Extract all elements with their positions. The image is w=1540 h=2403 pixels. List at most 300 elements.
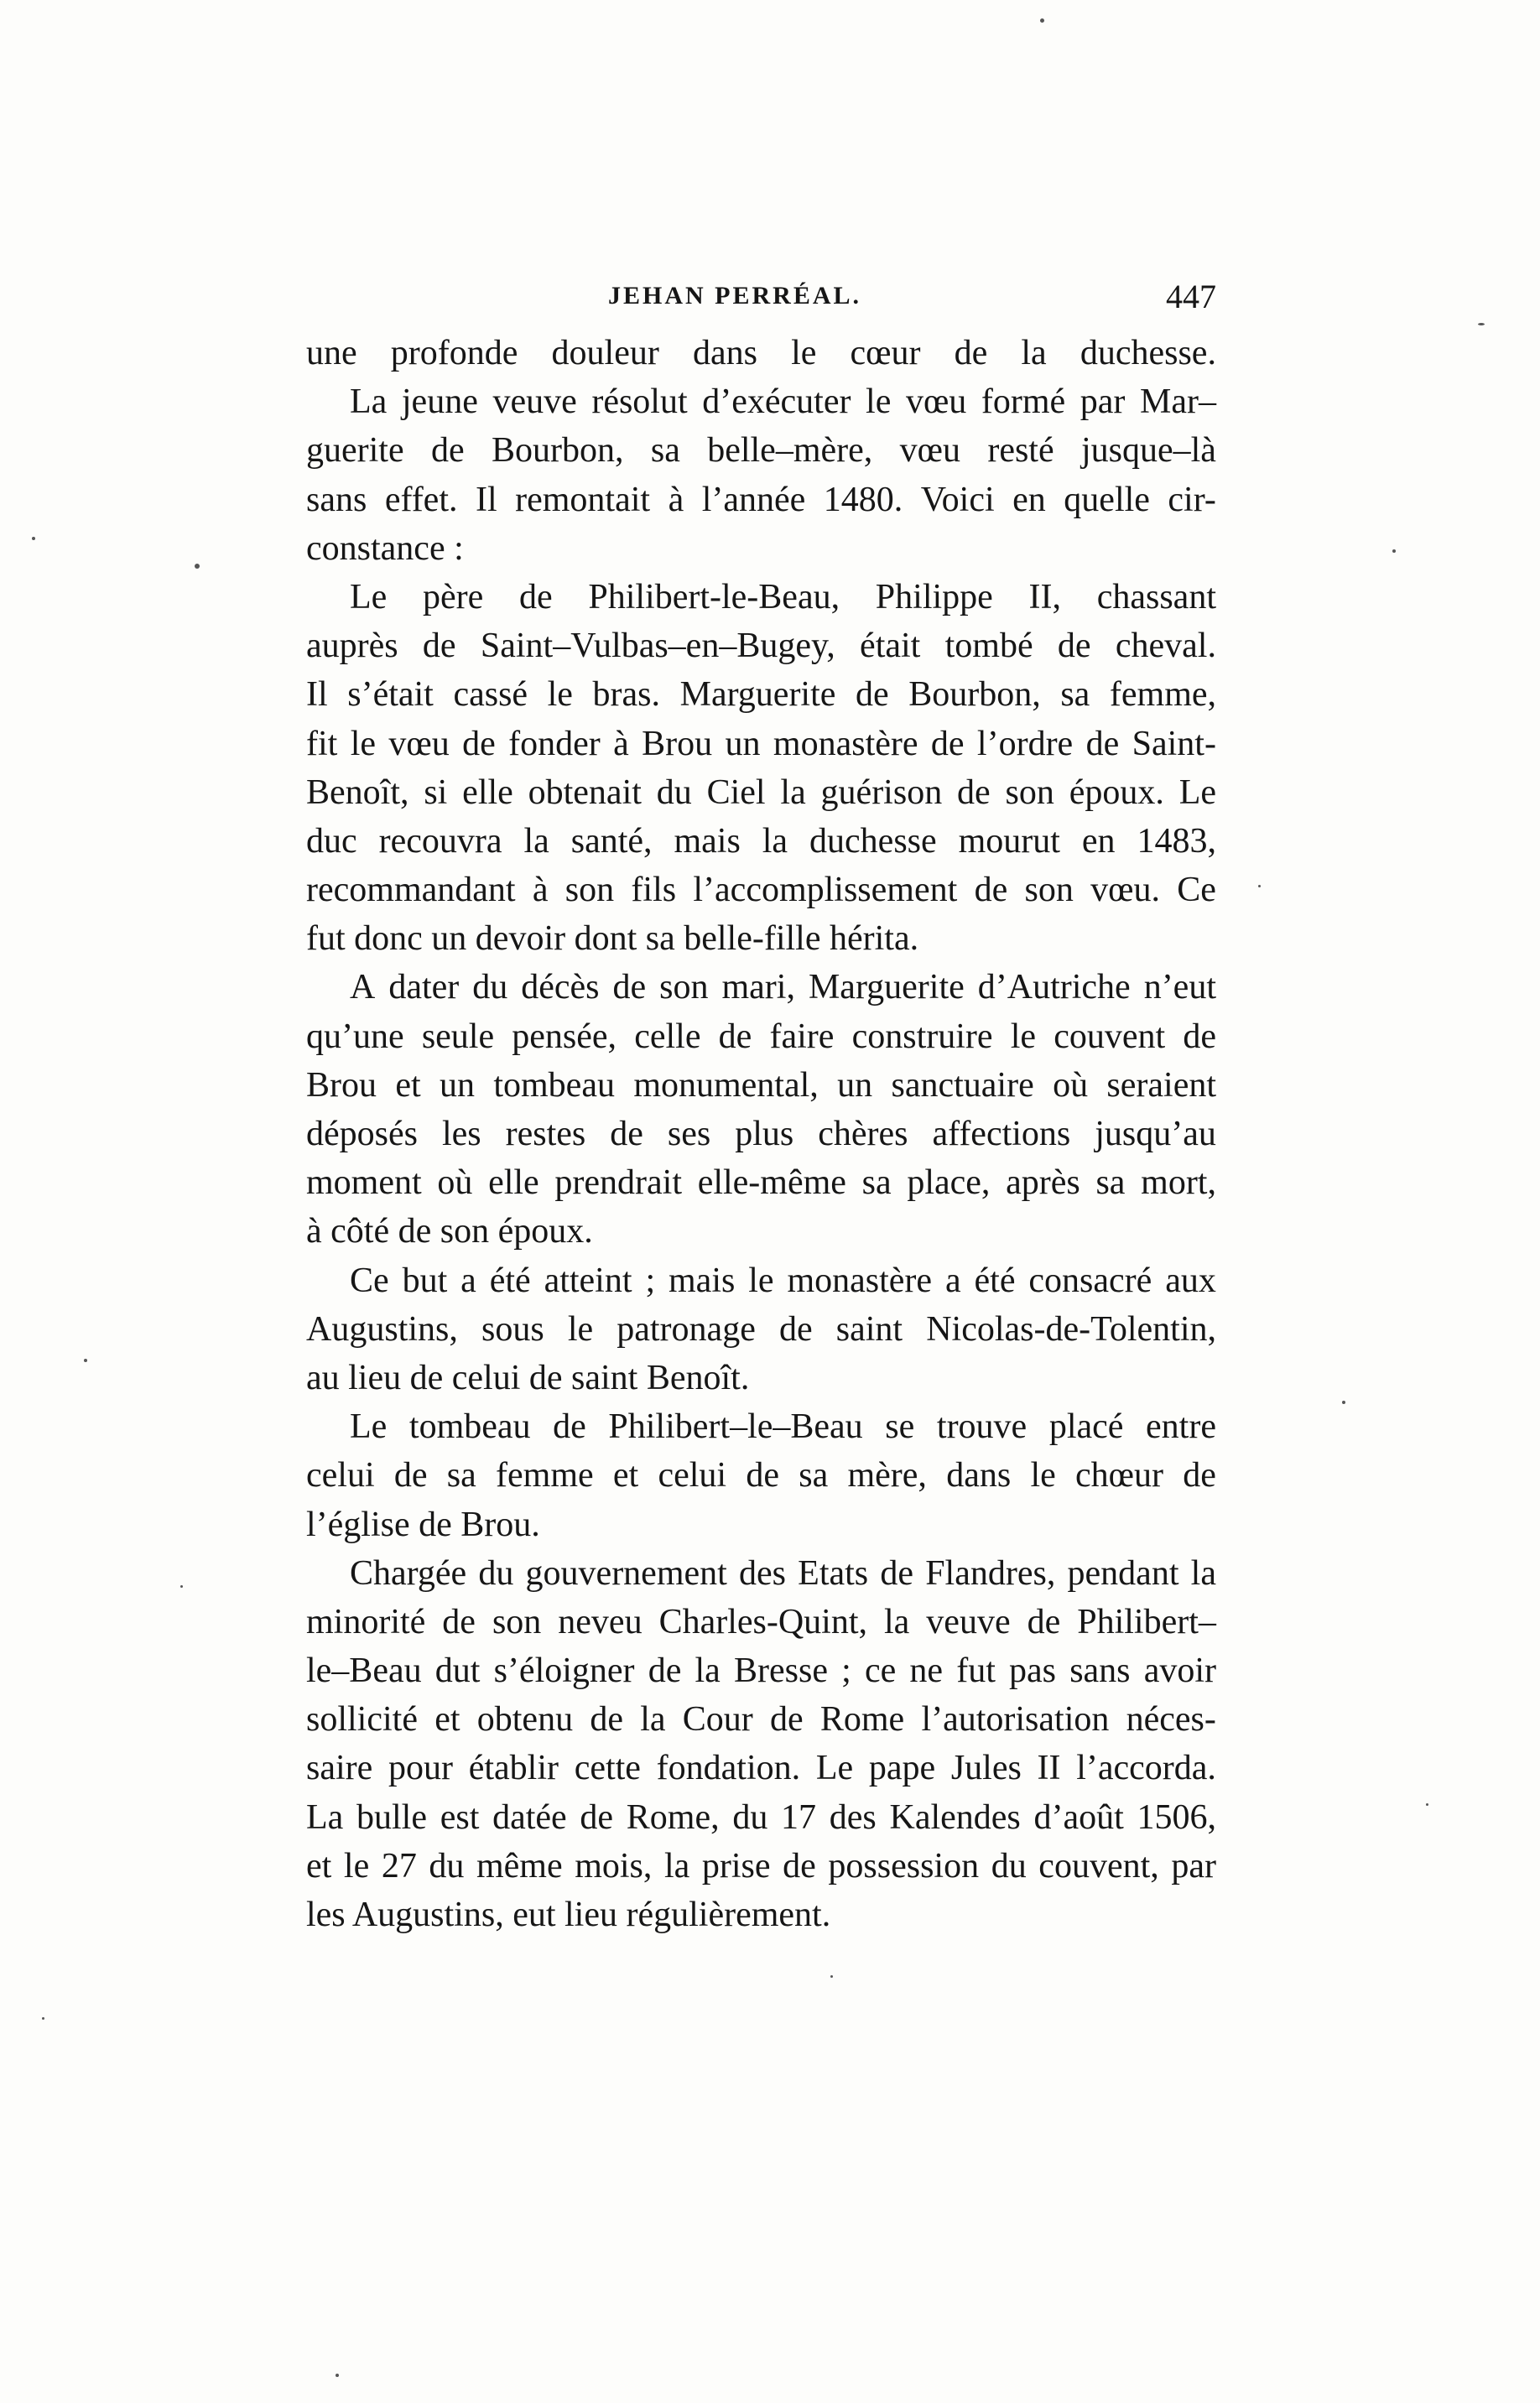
text-line bbox=[306, 1842, 1216, 1891]
word: est bbox=[440, 1797, 480, 1837]
word: femme bbox=[496, 1456, 594, 1495]
word: de bbox=[1085, 724, 1120, 763]
word: déposés bbox=[306, 1115, 418, 1153]
word: Rome bbox=[819, 1700, 905, 1740]
word: de bbox=[1183, 1456, 1216, 1495]
text-line: fut donc un devoir dont sa belle-fille hérita. bbox=[306, 919, 919, 959]
word: entre bbox=[1146, 1407, 1216, 1447]
word: le bbox=[567, 1309, 594, 1349]
word: place, bbox=[907, 1163, 991, 1203]
word: la bbox=[762, 821, 788, 861]
text-line bbox=[306, 377, 1216, 426]
word: de bbox=[462, 724, 496, 763]
text-line bbox=[306, 1402, 1216, 1451]
word: de bbox=[718, 1017, 752, 1056]
word: l’accomplissement bbox=[693, 871, 958, 910]
word: néces- bbox=[1126, 1700, 1216, 1740]
word: neveu bbox=[558, 1602, 643, 1641]
word: de bbox=[880, 1553, 913, 1593]
text-line bbox=[306, 1305, 1216, 1354]
word: Ciel bbox=[706, 772, 766, 812]
word: Charles-Quint, bbox=[658, 1602, 868, 1641]
word: pour bbox=[388, 1749, 453, 1788]
scan-speck bbox=[1426, 1803, 1428, 1806]
word: obtenait bbox=[528, 772, 642, 812]
scan-speck bbox=[1478, 323, 1485, 325]
word: Le bbox=[350, 577, 388, 616]
word: la bbox=[1190, 1553, 1216, 1593]
word: et bbox=[612, 1456, 639, 1495]
scan-speck bbox=[84, 1359, 87, 1362]
word: à bbox=[532, 871, 549, 910]
word: la bbox=[884, 1602, 910, 1641]
word: de bbox=[590, 1700, 623, 1740]
word: vœu. bbox=[1090, 871, 1160, 910]
word: la bbox=[1021, 334, 1047, 372]
text-line bbox=[306, 1695, 1216, 1744]
text-line bbox=[306, 1256, 1216, 1305]
word: Bresse bbox=[733, 1651, 828, 1691]
word: recouvra bbox=[378, 821, 502, 861]
word: le–Beau bbox=[306, 1651, 422, 1691]
word: en bbox=[1081, 821, 1116, 861]
text-line bbox=[306, 1158, 1216, 1207]
word: vœu bbox=[905, 382, 967, 422]
word: 1506, bbox=[1137, 1797, 1216, 1837]
word: Chargée bbox=[350, 1553, 467, 1593]
word: restes bbox=[505, 1115, 586, 1153]
word: de bbox=[957, 772, 991, 812]
word: couvent, bbox=[1038, 1846, 1159, 1885]
word: ; bbox=[645, 1261, 656, 1300]
word: guérison bbox=[820, 772, 943, 812]
word: mort, bbox=[1141, 1163, 1216, 1203]
word: Philibert-le-Beau, bbox=[588, 577, 840, 616]
word: Nicolas-de-Tolentin, bbox=[926, 1309, 1216, 1349]
word: La bbox=[306, 1797, 344, 1837]
word: dater bbox=[388, 968, 460, 1007]
word: les bbox=[441, 1115, 481, 1153]
word: le bbox=[1030, 1456, 1056, 1495]
word: l’année bbox=[701, 480, 806, 519]
word: but bbox=[402, 1261, 448, 1300]
word: Augustins, bbox=[306, 1309, 458, 1349]
word: cette bbox=[574, 1749, 641, 1788]
word: Il bbox=[475, 480, 497, 519]
word: le bbox=[350, 724, 377, 763]
word: Jules bbox=[950, 1749, 1022, 1788]
word: mais bbox=[674, 821, 741, 861]
word: décès bbox=[521, 968, 600, 1007]
word: celui bbox=[658, 1456, 727, 1495]
word: Le bbox=[350, 1407, 388, 1447]
word: le bbox=[866, 382, 892, 422]
word: le bbox=[547, 675, 573, 715]
word: formé bbox=[981, 382, 1066, 422]
word: construire bbox=[851, 1017, 993, 1056]
word: santé, bbox=[570, 821, 653, 861]
word: Flandres, bbox=[925, 1553, 1056, 1593]
text-line bbox=[306, 1549, 1216, 1598]
scan-speck bbox=[1040, 18, 1044, 23]
text-line bbox=[306, 1646, 1216, 1695]
word: par bbox=[1080, 382, 1126, 422]
word: aux bbox=[1165, 1261, 1216, 1300]
word: auprès bbox=[306, 627, 398, 666]
word: consacré bbox=[1028, 1261, 1152, 1300]
word: ; bbox=[841, 1651, 851, 1691]
word: 17 bbox=[781, 1797, 817, 1837]
word: fonder bbox=[508, 724, 601, 763]
word: à bbox=[668, 480, 684, 519]
text-line: à côté de son époux. bbox=[306, 1212, 593, 1251]
word: un bbox=[725, 724, 761, 763]
word: a bbox=[460, 1261, 476, 1300]
word: sa bbox=[1060, 675, 1090, 715]
word: patronage bbox=[617, 1309, 756, 1349]
word: Brou bbox=[306, 1065, 377, 1105]
word: du bbox=[478, 1553, 514, 1593]
word: seraient bbox=[1106, 1065, 1216, 1105]
word: sa bbox=[650, 431, 680, 471]
word: elle bbox=[488, 1163, 539, 1203]
word: sa bbox=[1095, 1163, 1126, 1203]
word: Philibert–le–Beau bbox=[608, 1407, 863, 1447]
word: même bbox=[476, 1846, 563, 1885]
word: couvent bbox=[1054, 1017, 1166, 1056]
word: fondation. bbox=[656, 1749, 801, 1788]
word: de bbox=[610, 1115, 643, 1153]
text-line bbox=[306, 1744, 1216, 1792]
word: cassé bbox=[453, 675, 528, 715]
word: son bbox=[1024, 871, 1074, 910]
word: bulle bbox=[356, 1797, 427, 1837]
word: du bbox=[732, 1797, 768, 1837]
word: père bbox=[423, 577, 484, 616]
word: 27 bbox=[381, 1846, 417, 1885]
text-line bbox=[306, 963, 1216, 1012]
word: Voici bbox=[920, 480, 995, 519]
word: son bbox=[659, 968, 709, 1007]
word: cœur bbox=[850, 334, 921, 372]
word: pas bbox=[1009, 1651, 1057, 1691]
word: obtenu bbox=[476, 1700, 574, 1740]
text-line: l’église de Brou. bbox=[306, 1505, 540, 1544]
word: son bbox=[564, 871, 615, 910]
word: de bbox=[746, 1456, 779, 1495]
word: résolut bbox=[591, 382, 688, 422]
word: de bbox=[856, 675, 889, 715]
word: de bbox=[553, 1407, 586, 1447]
body-text bbox=[306, 329, 1216, 1939]
word: de bbox=[769, 1700, 804, 1740]
word: Philippe bbox=[875, 577, 993, 616]
word: chassant bbox=[1096, 577, 1216, 616]
word: possession bbox=[828, 1846, 980, 1885]
scan-speck bbox=[1392, 549, 1396, 553]
scan-speck bbox=[336, 2374, 339, 2377]
text-line bbox=[306, 1598, 1216, 1646]
text-line: au lieu de celui de saint Benoît. bbox=[306, 1358, 750, 1397]
word: guerite bbox=[306, 431, 404, 471]
word: resté bbox=[987, 431, 1054, 471]
word: Bourbon, bbox=[491, 431, 624, 471]
scan-speck bbox=[180, 1585, 183, 1588]
word: vœu bbox=[388, 724, 450, 763]
word: de bbox=[442, 1602, 476, 1641]
word: et bbox=[306, 1846, 332, 1885]
word: Cour bbox=[682, 1700, 753, 1740]
word: la bbox=[523, 821, 549, 861]
text-line: constance : bbox=[306, 528, 464, 568]
word: le bbox=[748, 1261, 774, 1300]
word: établir bbox=[468, 1749, 559, 1788]
word: Brou bbox=[642, 724, 713, 763]
word: duchesse bbox=[809, 821, 937, 861]
word: été bbox=[489, 1261, 531, 1300]
text-line bbox=[306, 1793, 1216, 1842]
word: Philibert– bbox=[1077, 1602, 1216, 1641]
word: effet. bbox=[384, 480, 458, 519]
word: où bbox=[1053, 1065, 1089, 1105]
word: s’était bbox=[347, 675, 434, 715]
word: placé bbox=[1048, 1407, 1124, 1447]
text-line bbox=[306, 1451, 1216, 1500]
word: elle-même bbox=[697, 1163, 846, 1203]
word: tombeau bbox=[408, 1407, 531, 1447]
word: monumental, bbox=[633, 1065, 819, 1105]
word: sous bbox=[481, 1309, 544, 1349]
text-line bbox=[306, 1110, 1216, 1158]
word: plus bbox=[735, 1115, 794, 1153]
word: de bbox=[430, 431, 465, 471]
word: tombé bbox=[944, 627, 1033, 666]
word: du bbox=[429, 1846, 465, 1885]
word: monastère bbox=[773, 724, 918, 763]
word: veuve bbox=[492, 382, 577, 422]
word: se bbox=[885, 1407, 915, 1447]
word: Bourbon, bbox=[908, 675, 1041, 715]
word: des bbox=[829, 1797, 877, 1837]
word: de bbox=[422, 627, 456, 666]
word: le bbox=[1010, 1017, 1037, 1056]
word: fit bbox=[306, 724, 338, 763]
word: de bbox=[930, 724, 965, 763]
word: n’eut bbox=[1143, 968, 1216, 1007]
word: s’éloigner bbox=[493, 1651, 635, 1691]
word: veuve bbox=[926, 1602, 1011, 1641]
text-line bbox=[306, 573, 1216, 622]
word: était bbox=[860, 627, 921, 666]
word: ce bbox=[864, 1651, 897, 1691]
word: fils bbox=[631, 871, 677, 910]
word: l’ordre bbox=[976, 724, 1074, 763]
word: tombeau bbox=[493, 1065, 615, 1105]
word: sanctuaire bbox=[891, 1065, 1034, 1105]
word: où bbox=[437, 1163, 473, 1203]
word: une bbox=[306, 334, 357, 372]
text-line bbox=[306, 1061, 1216, 1110]
text-line bbox=[306, 720, 1216, 768]
word: Ce bbox=[1177, 871, 1216, 910]
word: mère, bbox=[847, 1456, 927, 1495]
word: sollicité bbox=[306, 1700, 418, 1740]
word: mais bbox=[669, 1261, 736, 1300]
word: Le bbox=[1178, 772, 1216, 812]
text-line bbox=[306, 817, 1216, 866]
word: l’autorisation bbox=[921, 1700, 1110, 1740]
word: Rome, bbox=[626, 1797, 720, 1837]
word: cir- bbox=[1168, 480, 1216, 519]
word: chœur bbox=[1075, 1456, 1163, 1495]
word: de bbox=[580, 1797, 614, 1837]
word: atteint bbox=[544, 1261, 632, 1300]
word: duchesse. bbox=[1080, 334, 1216, 372]
word: celle bbox=[634, 1017, 701, 1056]
word: Mar– bbox=[1140, 382, 1216, 422]
word: a bbox=[944, 1261, 961, 1300]
word: recommandant bbox=[306, 871, 516, 910]
word: des bbox=[738, 1553, 786, 1593]
word: pensée, bbox=[512, 1017, 617, 1056]
word: de bbox=[1027, 1602, 1061, 1641]
word: le bbox=[343, 1846, 370, 1885]
word: quelle bbox=[1064, 480, 1150, 519]
word: sans bbox=[306, 480, 367, 519]
word: d’exécuter bbox=[702, 382, 851, 422]
word: jusqu’au bbox=[1095, 1115, 1216, 1153]
text-line bbox=[306, 476, 1216, 524]
word: été bbox=[974, 1261, 1016, 1300]
word: sa bbox=[446, 1456, 476, 1495]
word: moment bbox=[306, 1163, 422, 1203]
word: profonde bbox=[390, 334, 518, 372]
text-line bbox=[306, 670, 1216, 719]
word: sans bbox=[1069, 1651, 1131, 1691]
word: de bbox=[954, 334, 988, 372]
word: la bbox=[664, 1846, 690, 1885]
word: dans bbox=[692, 334, 757, 372]
word: son bbox=[1005, 772, 1054, 812]
word: de bbox=[648, 1651, 682, 1691]
text-line: les Augustins, eut lieu régulièrement. bbox=[306, 1896, 831, 1934]
word: remontait bbox=[515, 480, 651, 519]
text-line bbox=[306, 329, 1216, 377]
word: II bbox=[1037, 1749, 1061, 1788]
word: et bbox=[434, 1700, 460, 1740]
word: Le bbox=[815, 1749, 854, 1788]
word: faire bbox=[769, 1017, 835, 1056]
word: l’accorda. bbox=[1076, 1749, 1216, 1788]
word: de bbox=[974, 871, 1008, 910]
word: Marguerite bbox=[808, 968, 965, 1007]
running-title: JEHAN PERRÉAL. bbox=[608, 282, 862, 309]
word: dans bbox=[946, 1456, 1012, 1495]
scan-speck bbox=[1258, 885, 1261, 887]
word: avoir bbox=[1143, 1651, 1216, 1691]
scan-speck bbox=[195, 564, 200, 569]
word: la bbox=[640, 1700, 666, 1740]
word: datée bbox=[492, 1797, 567, 1837]
word: de bbox=[612, 968, 647, 1007]
word: seule bbox=[421, 1017, 495, 1056]
word: d’août bbox=[1033, 1797, 1124, 1837]
word: prendrait bbox=[554, 1163, 682, 1203]
text-line bbox=[306, 1012, 1216, 1061]
word: si bbox=[424, 772, 448, 812]
scan-speck bbox=[42, 2017, 44, 2020]
word: et bbox=[395, 1065, 421, 1105]
word: sa bbox=[861, 1163, 892, 1203]
word: mari, bbox=[721, 968, 795, 1007]
word: un bbox=[837, 1065, 873, 1105]
scan-speck bbox=[1342, 1401, 1345, 1404]
word: qu’une bbox=[306, 1017, 404, 1056]
word: gouvernement bbox=[525, 1553, 727, 1593]
word: saire bbox=[306, 1749, 373, 1788]
word: à bbox=[613, 724, 629, 763]
word: vœu bbox=[899, 431, 960, 471]
word: Saint- bbox=[1132, 724, 1216, 763]
word: du bbox=[656, 772, 692, 812]
word: mourut bbox=[958, 821, 1060, 861]
word: après bbox=[1006, 1163, 1080, 1203]
word: jeune bbox=[401, 382, 478, 422]
word: ses bbox=[667, 1115, 711, 1153]
word: jusque–là bbox=[1080, 431, 1216, 471]
word: celui bbox=[306, 1456, 375, 1495]
word: sa bbox=[799, 1456, 829, 1495]
word: pape bbox=[868, 1749, 936, 1788]
word: 1483, bbox=[1137, 821, 1216, 861]
word: de bbox=[783, 1846, 816, 1885]
word: cheval. bbox=[1115, 627, 1216, 666]
text-line bbox=[306, 426, 1216, 475]
word: par bbox=[1171, 1846, 1216, 1885]
word: minorité bbox=[306, 1602, 426, 1641]
word: époux. bbox=[1069, 772, 1164, 812]
scan-speck bbox=[830, 1975, 833, 1978]
word: Marguerite bbox=[679, 675, 836, 715]
word: La bbox=[350, 382, 388, 422]
word: monastère bbox=[787, 1261, 933, 1300]
word: de bbox=[778, 1309, 813, 1349]
word: en bbox=[1012, 480, 1046, 519]
word: pendant bbox=[1067, 1553, 1179, 1593]
word: Etats bbox=[798, 1553, 869, 1593]
word: elle bbox=[462, 772, 513, 812]
word: ne bbox=[909, 1651, 944, 1691]
word: mois, bbox=[575, 1846, 653, 1885]
word: d’Autriche bbox=[977, 968, 1131, 1007]
word: de bbox=[1183, 1017, 1216, 1056]
word: affections bbox=[932, 1115, 1071, 1153]
word: son bbox=[492, 1602, 542, 1641]
running-head bbox=[306, 277, 1216, 319]
word: prise bbox=[701, 1846, 771, 1885]
word: A bbox=[350, 968, 376, 1007]
word: saint bbox=[835, 1309, 903, 1349]
word: douleur bbox=[551, 334, 659, 372]
word: du bbox=[472, 968, 508, 1007]
word: la bbox=[780, 772, 806, 812]
text-line bbox=[306, 768, 1216, 817]
word: Il bbox=[306, 675, 328, 715]
word: trouve bbox=[936, 1407, 1028, 1447]
word: Saint–Vulbas–en–Bugey, bbox=[480, 627, 835, 666]
word: belle–mère, bbox=[707, 431, 873, 471]
word: un bbox=[440, 1065, 475, 1105]
